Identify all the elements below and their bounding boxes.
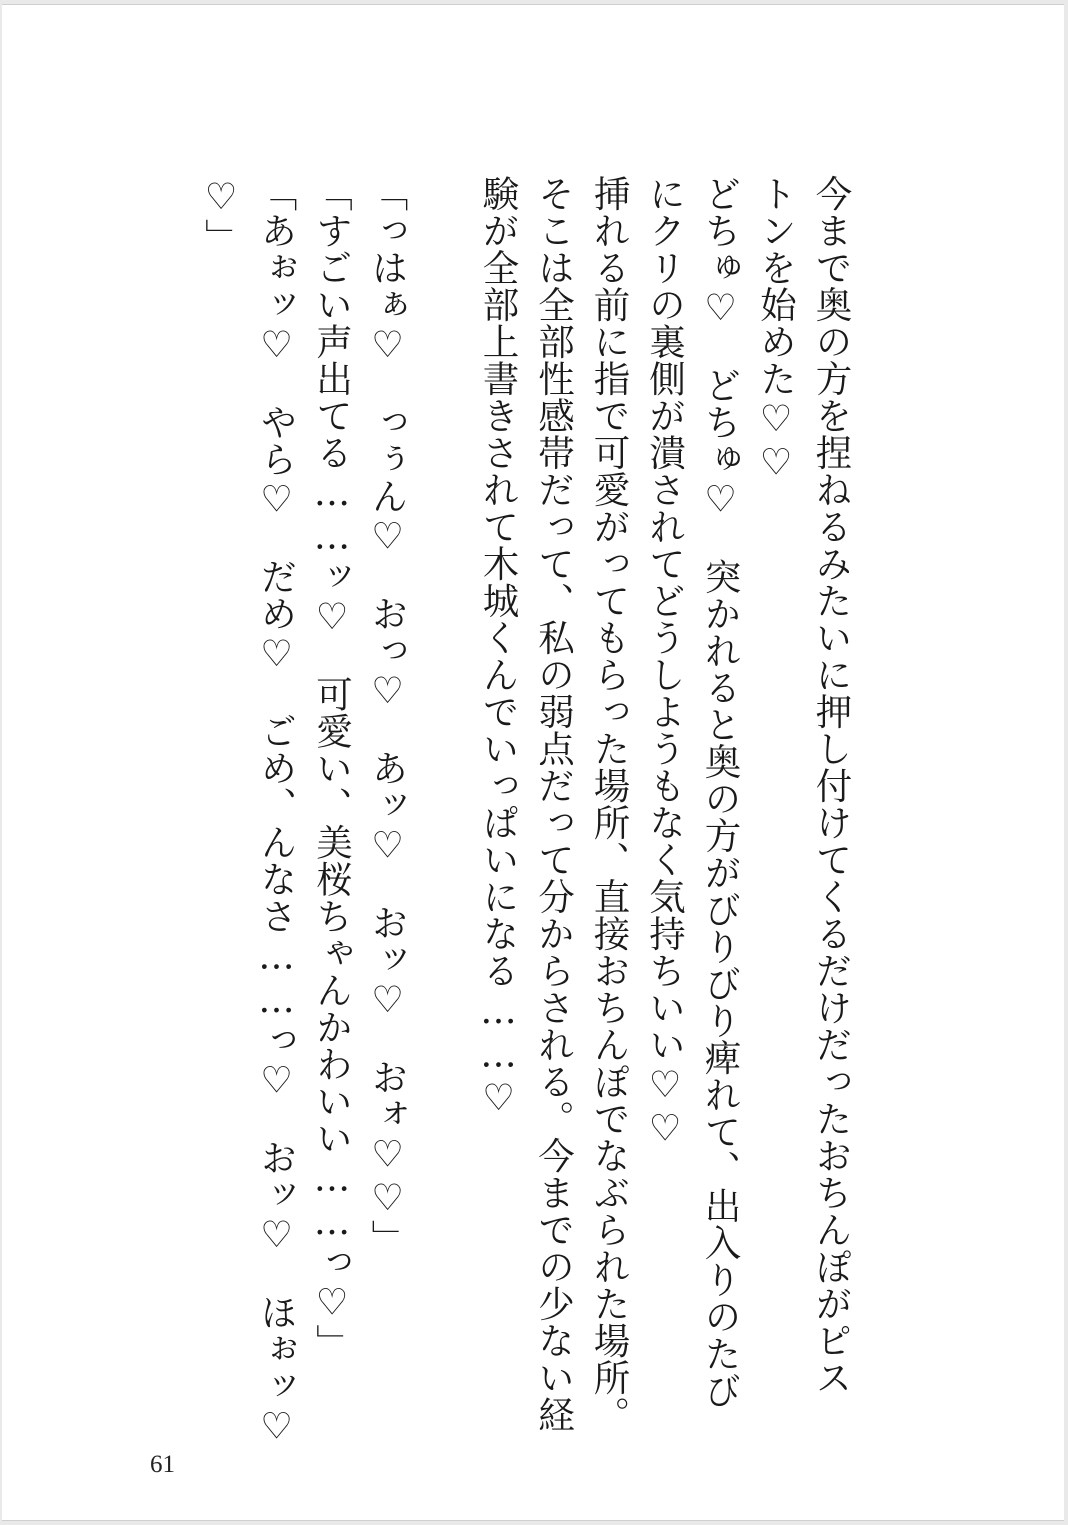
blank-line <box>415 175 471 1405</box>
text-line: 挿れる前に指で可愛がってもらった場所、直接おちんぽでなぶられた場所。 <box>588 175 631 1433</box>
text-line: 今まで奥の方を捏ねるみたいに押し付けてくるだけだったおちんぽがピス <box>810 175 853 1396</box>
text-line: 験が全部上書きされて木城くんでいっぱいになる……♡ <box>477 175 520 1120</box>
page-number: 61 <box>150 1451 175 1478</box>
dialogue-line: 「すごい声出てる……ッ♡ 可愛い、美桜ちゃんかわいい……っ♡」 <box>310 175 354 1361</box>
dialogue-line: 「っはぁ♡ っぅん♡ おっ♡ あッ♡ おッ♡ おォ♡♡」 <box>366 175 409 1257</box>
text-line: そこは全部性感帯だって、私の弱点だって分からされる。今までの少ない経 <box>532 175 576 1433</box>
dialogue-line: ♡」 <box>199 175 243 256</box>
book-page <box>2 4 1064 1521</box>
text-line: どちゅ♡ どちゅ♡ 突かれると奥の方がびりびり痺れて、出入りのたび <box>699 175 742 1409</box>
vertical-text-body <box>193 175 859 1448</box>
text-line: にクリの裏側が潰されてどうしようもなく気持ちいい♡♡ <box>643 175 687 1150</box>
text-line: トンを始めた♡♡ <box>754 175 798 484</box>
dialogue-line: 「あぉッ♡ やら♡ だめ♡ ごめ、んなさ……っ♡ おッ♡ ほぉッ♡ <box>255 175 298 1448</box>
